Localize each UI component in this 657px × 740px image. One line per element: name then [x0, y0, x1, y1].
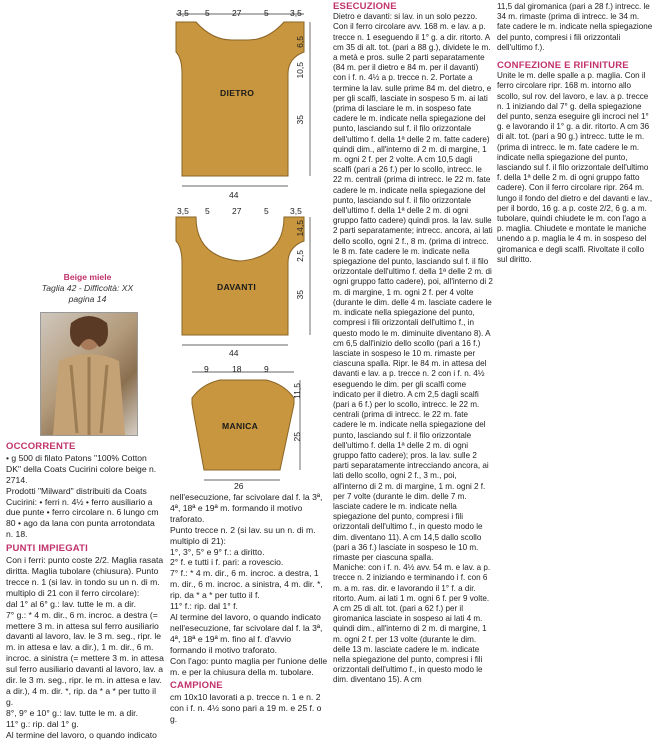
dim-manica-side-1: 11,5 — [292, 383, 302, 399]
dim-dietro-4: 5 — [264, 8, 269, 18]
heading-esecuzione: ESECUZIONE — [333, 1, 397, 12]
dim-davanti-bottom: 44 — [229, 348, 239, 358]
dim-dietro-5: 3,5 — [290, 8, 302, 18]
punti-col2-p8: Con l'ago: punto maglia per l'unione delle m. e per la chiusura della m. tubolare. — [170, 655, 328, 677]
punti-col2-p2: Punto trecce n. 2 (si lav. su un n. di m. multiplo di 21): — [170, 524, 316, 546]
dietro-shape — [160, 0, 320, 200]
davanti-label: DAVANTI — [217, 282, 257, 292]
punti-col1-p3: 7° g.: * 4 m. dir., 6 m. incroc. a destra (= mettere 3 m. in attesa sul ferro ausiliario davanti al lavoro, lav. le 3 m. seg., ripr. le m. in attesa e lav. a dir.), 1 m. dir., 6 m. incroc. a sinistra (= mettere 3 m. in attesa sul ferro ausiliario davanti al lavoro, lav. a dir. le 3 m. seg., ripr. le m. in attesa e lav. a dir.), 4 m. dir. *, rip. da * a * per tutto il g. — [6, 609, 164, 707]
punti-col1-p5: 11° g.: rip. dal 1° g. — [6, 718, 79, 729]
punti-col2-p6: 11° f.: rip. dal 1° f. — [170, 601, 238, 612]
heading-occorrente: OCCORRENTE — [6, 441, 76, 452]
esecuzione-p2: Maniche: con i f. n. 4½ avv. 54 m. e lav. a p. trecce n. 2 iniziando e terminando i f. con 6 m. a m. ras. dir. e lavorando il 1° f. a dir. ritorto. Aum. ai lati 1 m. ogni 6 f. per 9 volte. A cm 25 di alt. tot. (pari a 62 f.) per il giromanica lasciate in sospeso ai lati 4 m. quindi dim., all'interno di 2 m. di margine, 1 m. ogni 2 f. per 13 volte (durante le dim. delle 13 m. lasciate cadere le m. indicate nella spiegazione del punto, compresi i fili orizzontali dell'ultimo f., in questo modo le dim. diventano 15). A cm — [333, 563, 491, 685]
column-3 — [333, 2, 493, 686]
dietro-label: DIETRO — [220, 88, 255, 98]
manica-label: MANICA — [222, 421, 259, 431]
dim-manica-1: 9 — [204, 364, 209, 374]
punti-col2-p4: 2° f. e tutti i f. pari: a rovescio. — [170, 557, 284, 568]
photo-caption — [10, 272, 165, 305]
column-4 — [497, 2, 653, 265]
punti-col1-p2: dal 1° al 6° g.: lav. tutte le m. a dir. — [6, 598, 136, 609]
punti-col1-p6: Al termine del lavoro, o quando indicato — [6, 729, 157, 740]
esecuzione-p1: Dietro e davanti: si lav. in un solo pezzo. Con il ferro circolare avv. 168 m. e lav. a p. trecce n. 1 eseguendo il 1° g. a dir. ritorto. A cm 35 di alt. tot. (pari a 88 g.), dividete le m. a metà e pros. sulle 2 parti separatamente (84 m. per il dietro e 84 m. per il davanti) con i f. n. 4½ a p. trecce n. 2. Portate a termine la lav. sulle prime 84 m. del dietro, e per gli scalfi, lasciate in sospeso 5 m. ai lati (prima di lasciare le m. in sospeso fate cadere le m. indicate nella spiegazione del punto, lasciando sul f. il filo orizzontale dell'ultimo f. della 1ª delle 2 m. fatte cadere) quindi dim., all'interno di 2 m. di margine, 1 m. ogni 2 f. per 2 volte. A cm 10,5 dagli scalfi (pari a 26 f.) per lo scollo, intrecc. le 22 m. centrali (prima di intrecc. le 22 m. fate cadere le m. indicate nella spiegazione del punto, lasciando sul f. il filo orizzontale dell'ultimo f. della 1ª delle 2 m. di ogni gruppo fatto cadere) quindi pros. la lav. sulle 2 parti separatamente; intrecc. ancora, ai lati dello scollo, ogni 2 f., 8 m. (prima di intrecc. le 8 m. fate cadere le m. indicate nella spiegazione del punto, lasciando sul f. il filo orizzontale dell'ultimo f. della 1ª delle 2 m. di ogni gruppo fatto cadere), poi, all'interno di 2 m. di margine, 1 m. ogni 2 f. per 4 volte (durante le dim. delle 4 m. lasciate cadere le m. indicate nella spiegazione del punto, compresi i fili orizzontali dell'ultimo f., in questo modo le m. diminuite diventano 8). A cm 6,5 dall'inizio dello scollo (pari a 16 f.) lasciate in sospeso le 10 m. rimaste per ciascuna spalla. Ripr. le 84 m. in attesa del davanti e lav. a p. trecce n. 2 con i f. n. 4½ eseguendo le dim. per gli scalfi come indicato per il dietro. A cm 2,5 dagli scalfi (pari a 6 f.) per lo scollo, intrecc. le 22 m. centrali (prima di intrecc. le 22 m. fate cadere le m. indicate nella spiegazione del punto, lasciando sul f. il filo orizzontale dell'ultimo f. della 1ª delle 2 m. di ogni gruppo fatto cadere); pros. la lav. sulle 2 parti separatamente intrecciando ancora, ai lati dello scollo, ogni 2 f., 3 m., poi, all'interno di 2 m. di margine, 1 m. ogni 2 f. per 7 volte (durante le dim. delle 7 m. lasciate cadere le m. indicate nella spiegazione del punto, compresi i fili orizzontali dell'ultimo f., in questo modo le dim. diventano 11). A cm 14,5 dallo scollo (pari a 36 f.) lasciate in sospeso le 10 m. rimaste per ciascuna spalla. — [333, 12, 493, 562]
dim-davanti-4: 5 — [264, 206, 269, 216]
dim-davanti-side-2: 2,5 — [295, 250, 305, 262]
photo-title: Beige miele — [63, 272, 112, 282]
heading-campione: CAMPIONE — [170, 680, 223, 692]
occorrente-item-2: Prodotti "Milward" distribuiti da Coats Cucirini: • ferri n. 4½ • ferro ausiliario a due punte • ferro circolare n. 6 lungo cm 80 • ago da lana con punta arrotondata n. 18. — [6, 485, 159, 540]
dim-dietro-side-1: 6,5 — [295, 36, 305, 48]
davanti-body — [176, 217, 304, 335]
esecuzione-col4-text: 11,5 dal giromanica (pari a 28 f.) intrecc. le 34 m. rimaste (prima di intrecc. le 34 m. fate cadere le m. indicate nella spiegazione del punto, compresi i fili orizzontali dell'ultimo f.). — [497, 2, 653, 52]
dietro-body — [176, 22, 304, 176]
dim-manica-side-2: 25 — [292, 432, 302, 442]
confezione-text: Unite le m. delle spalle a p. maglia. Con il ferro circolare ripr. 168 m. intorno allo scollo, sul rov. del lavoro, e lav. a p. trecce n. 1 iniziando dal 7° g. della spiegazione del punto, senza eseguire gli incroci nel 1° g. e lavorando il 1° g. a dir. ritorto. A cm 36 di alt. tot. (pari a 90 g.) intrecc. tutte le m. (prima di intrecc. le m. fate cadere le m. indicate nella spiegazione del punto, lasciando sul f. il filo orizzontale dell'ultimo f. della 1ª delle 2 m. di ogni gruppo fatto cadere). Con il ferro circolare ripr. 264 m. lungo il fondo del dietro e del davanti e lav., per il bordo, 16 g. a p. coste 2/2, 6 g. a m. tubolare, quindi chiudete le m. con l'ago a p. maglia. Chiudete e montate le maniche unendo a p. maglia le 4 m. in sospeso del giromanica e degli scalfi. Rivoltate il collo sul diritto. — [497, 71, 653, 264]
dim-davanti-side-3: 35 — [295, 290, 305, 300]
column-1 — [6, 442, 164, 740]
punti-col2-p3: 1°, 3°, 5° e 9° f.: a diritto. — [170, 546, 265, 557]
dim-davanti-3: 27 — [232, 206, 242, 216]
campione-text: cm 10x10 lavorati a p. trecce n. 1 e n. 2 con i f. n. 4½ sono pari a 19 m. e 25 f. o g. — [170, 692, 322, 725]
punti-col1-p4: 8°, 9° e 10° g.: lav. tutte le m. a dir. — [6, 707, 138, 718]
punti-col1-p1: Con i ferri: punto coste 2/2. Maglia rasata diritta. Maglia tubolare (chiusura). Punto trecce n. 1 (si lav. in tondo su un n. di m. multiplo di 21 con il ferro circolare): — [6, 555, 164, 598]
dim-dietro-side-2: 10,5 — [295, 62, 305, 79]
dim-dietro-2: 5 — [205, 8, 210, 18]
dim-davanti-2: 5 — [205, 206, 210, 216]
dim-davanti-side-1: 14,5 — [295, 220, 305, 237]
photo-size-difficulty: Taglia 42 - Difficoltà: XX — [41, 282, 134, 293]
dim-manica-3: 9 — [264, 364, 269, 374]
occorrente-item-1: • g 500 di filato Patons "100% Cotton DK" della Coats Cucirini colore beige n. 2714. — [6, 452, 157, 485]
column-2 — [170, 492, 328, 725]
dim-dietro-1: 3,5 — [177, 8, 189, 18]
model-photo — [40, 312, 138, 436]
punti-col2-p5: 7° f.: * 4 m. dir., 6 m. incroc. a destra, 1 m. dir., 6 m. incroc. a sinistra, 4 m. dir. *, rip. da * a * per tutto il f. — [170, 568, 323, 601]
dim-dietro-3: 27 — [232, 8, 242, 18]
dim-davanti-1: 3,5 — [177, 206, 189, 216]
punti-col2-p1: nell'esecuzione, far scivolare dal f. la 3ª, 4ª, 18ª e 19ª m. formando il motivo traforato. — [170, 492, 323, 524]
dim-dietro-side-3: 35 — [295, 115, 305, 125]
dim-manica-bottom: 26 — [234, 481, 244, 491]
photo-page: pagina 14 — [68, 293, 107, 304]
dim-davanti-5: 3,5 — [290, 206, 302, 216]
heading-punti: PUNTI IMPIEGATI — [6, 543, 88, 555]
dim-dietro-bottom: 44 — [229, 190, 239, 200]
dim-manica-2: 18 — [232, 364, 242, 374]
punti-col2-p7: Al termine del lavoro, o quando indicato nell'esecuzione, far scivolare dal f. la 3ª, 4ª, 18ª e 19ª m. fino al f. d'avvio formando il motivo traforato. — [170, 611, 323, 655]
model-illustration — [41, 313, 137, 435]
heading-confezione: CONFEZIONE E RIFINITURE — [497, 60, 629, 72]
